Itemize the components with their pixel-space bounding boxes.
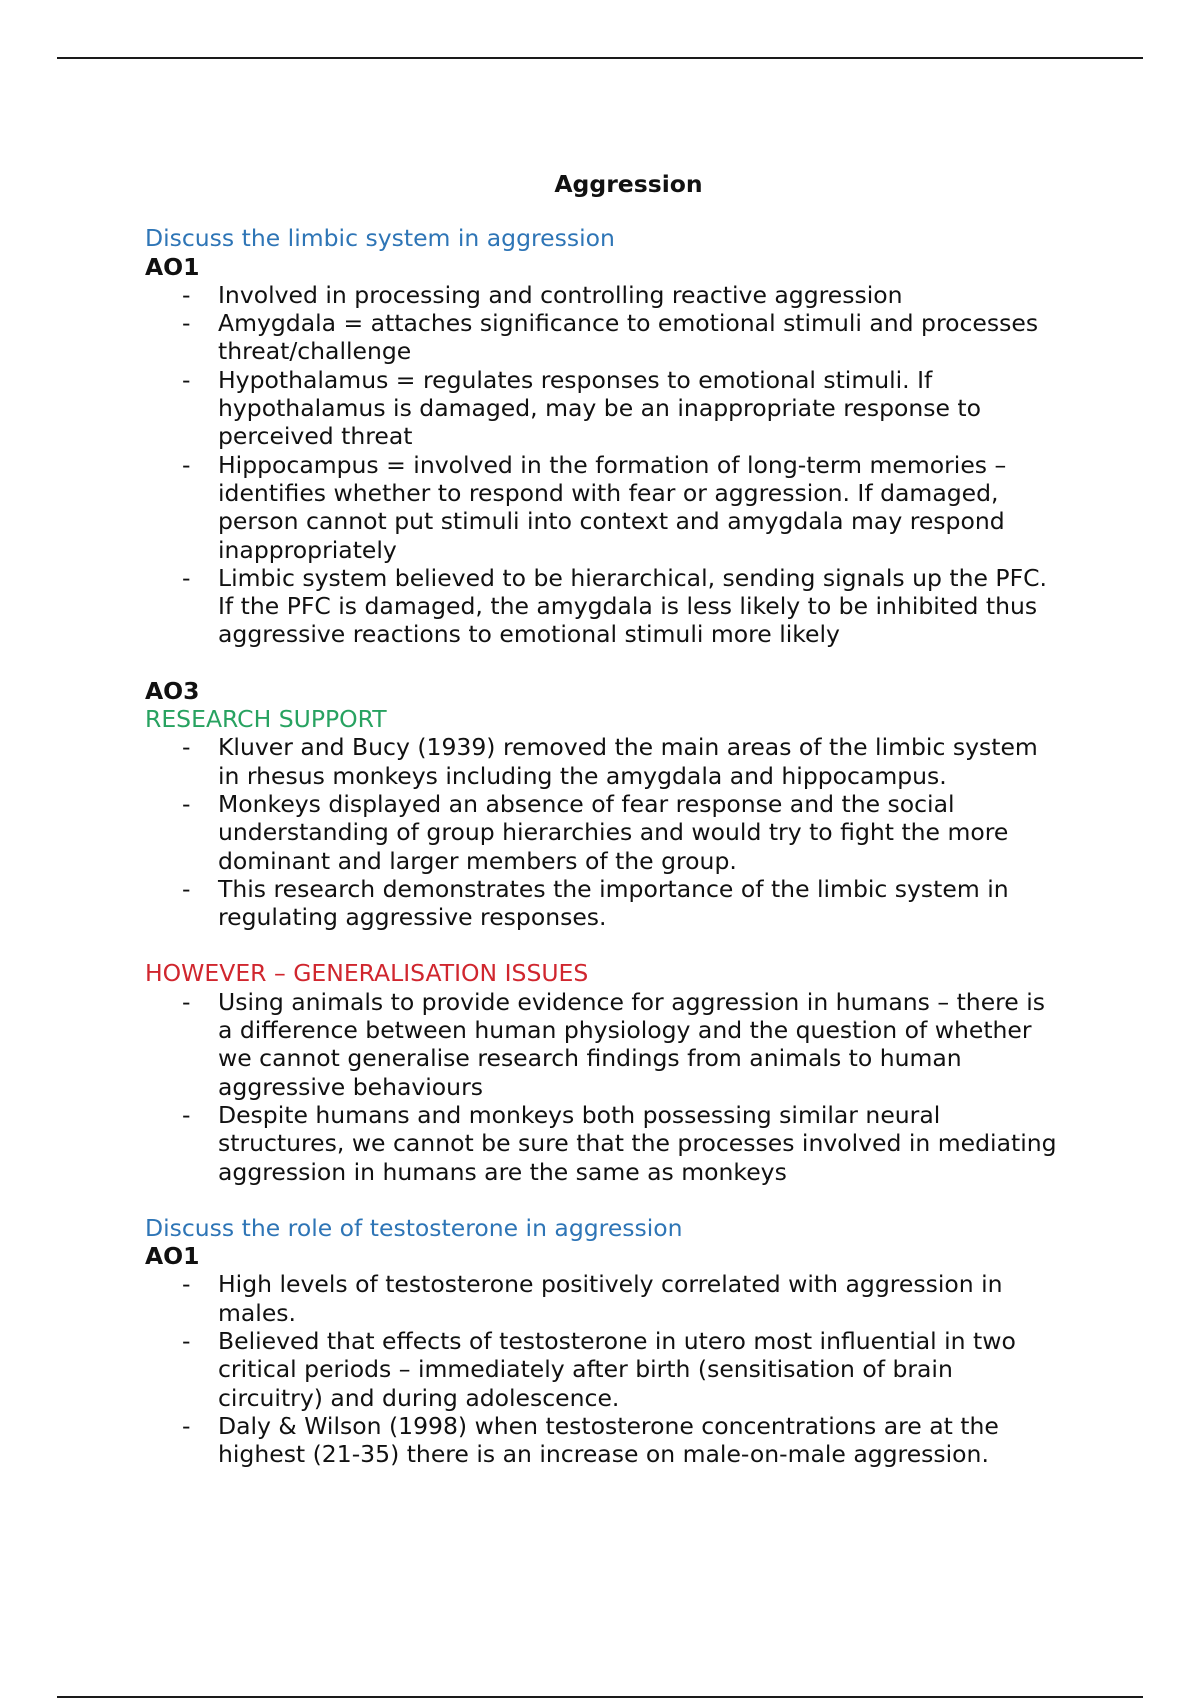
research-support-heading: RESEARCH SUPPORT: [145, 705, 387, 734]
list-item: - Believed that effects of testosterone in utero most influential in two critical periods – immediately after birth (sensitisation of brain circuitry) and during adolescence.: [218, 1327, 1065, 1412]
ao1-label-testosterone: AO1: [145, 1242, 200, 1271]
ao1-list-limbic: [145, 281, 1065, 649]
research-support-list: [145, 733, 1065, 931]
list-item: - Hippocampus = involved in the formation of long-term memories – identifies whether to respond with fear or aggression. If damaged, person cannot put stimuli into context and amygdala may respond inappropriately: [218, 451, 1065, 564]
generalisation-issues-list: [145, 988, 1065, 1186]
list-item: - High levels of testosterone positively correlated with aggression in males.: [218, 1270, 1065, 1327]
footer-rule: [57, 1696, 1143, 1698]
list-item: - Hypothalamus = regulates responses to emotional stimuli. If hypothalamus is damaged, may be an inappropriate response to perceived threat: [218, 366, 1065, 451]
list-item: - Monkeys displayed an absence of fear response and the social understanding of group hierarchies and would try to fight the more dominant and larger members of the group.: [218, 790, 1065, 875]
page-title: Aggression: [554, 170, 703, 198]
ao1-list-testosterone: [145, 1270, 1065, 1468]
header-rule: [57, 57, 1143, 59]
list-item: - Kluver and Bucy (1939) removed the main areas of the limbic system in rhesus monkeys including the amygdala and hippocampus.: [218, 733, 1065, 790]
question-heading-limbic: Discuss the limbic system in aggression: [145, 224, 615, 253]
list-item: - Daly & Wilson (1998) when testosterone concentrations are at the highest (21-35) there is an increase on male-on-male aggression.: [218, 1412, 1065, 1469]
ao1-label-limbic: AO1: [145, 252, 200, 281]
spacer: [145, 649, 1065, 677]
list-item: - Using animals to provide evidence for aggression in humans – there is a difference between human physiology and the question of whether we cannot generalise research findings from animals to human aggressive behaviours: [218, 988, 1065, 1101]
list-item: - Limbic system believed to be hierarchical, sending signals up the PFC. If the PFC is damaged, the amygdala is less likely to be inhibited thus aggressive reactions to emotional stimuli more likely: [218, 564, 1065, 649]
list-item: - Amygdala = attaches significance to emotional stimuli and processes threat/challenge: [218, 309, 1065, 366]
generalisation-issues-heading: HOWEVER – GENERALISATION ISSUES: [145, 959, 589, 988]
document-body: [145, 170, 1065, 1468]
spacer: [145, 931, 1065, 959]
spacer: [145, 1186, 1065, 1214]
list-item: - Despite humans and monkeys both possessing similar neural structures, we cannot be sure that the processes involved in mediating aggression in humans are the same as monkeys: [218, 1101, 1065, 1186]
list-item: - Involved in processing and controlling reactive aggression: [218, 281, 1065, 309]
ao3-label-limbic: AO3: [145, 676, 200, 705]
question-heading-testosterone: Discuss the role of testosterone in aggression: [145, 1213, 683, 1242]
list-item: - This research demonstrates the importance of the limbic system in regulating aggressive responses.: [218, 875, 1065, 932]
